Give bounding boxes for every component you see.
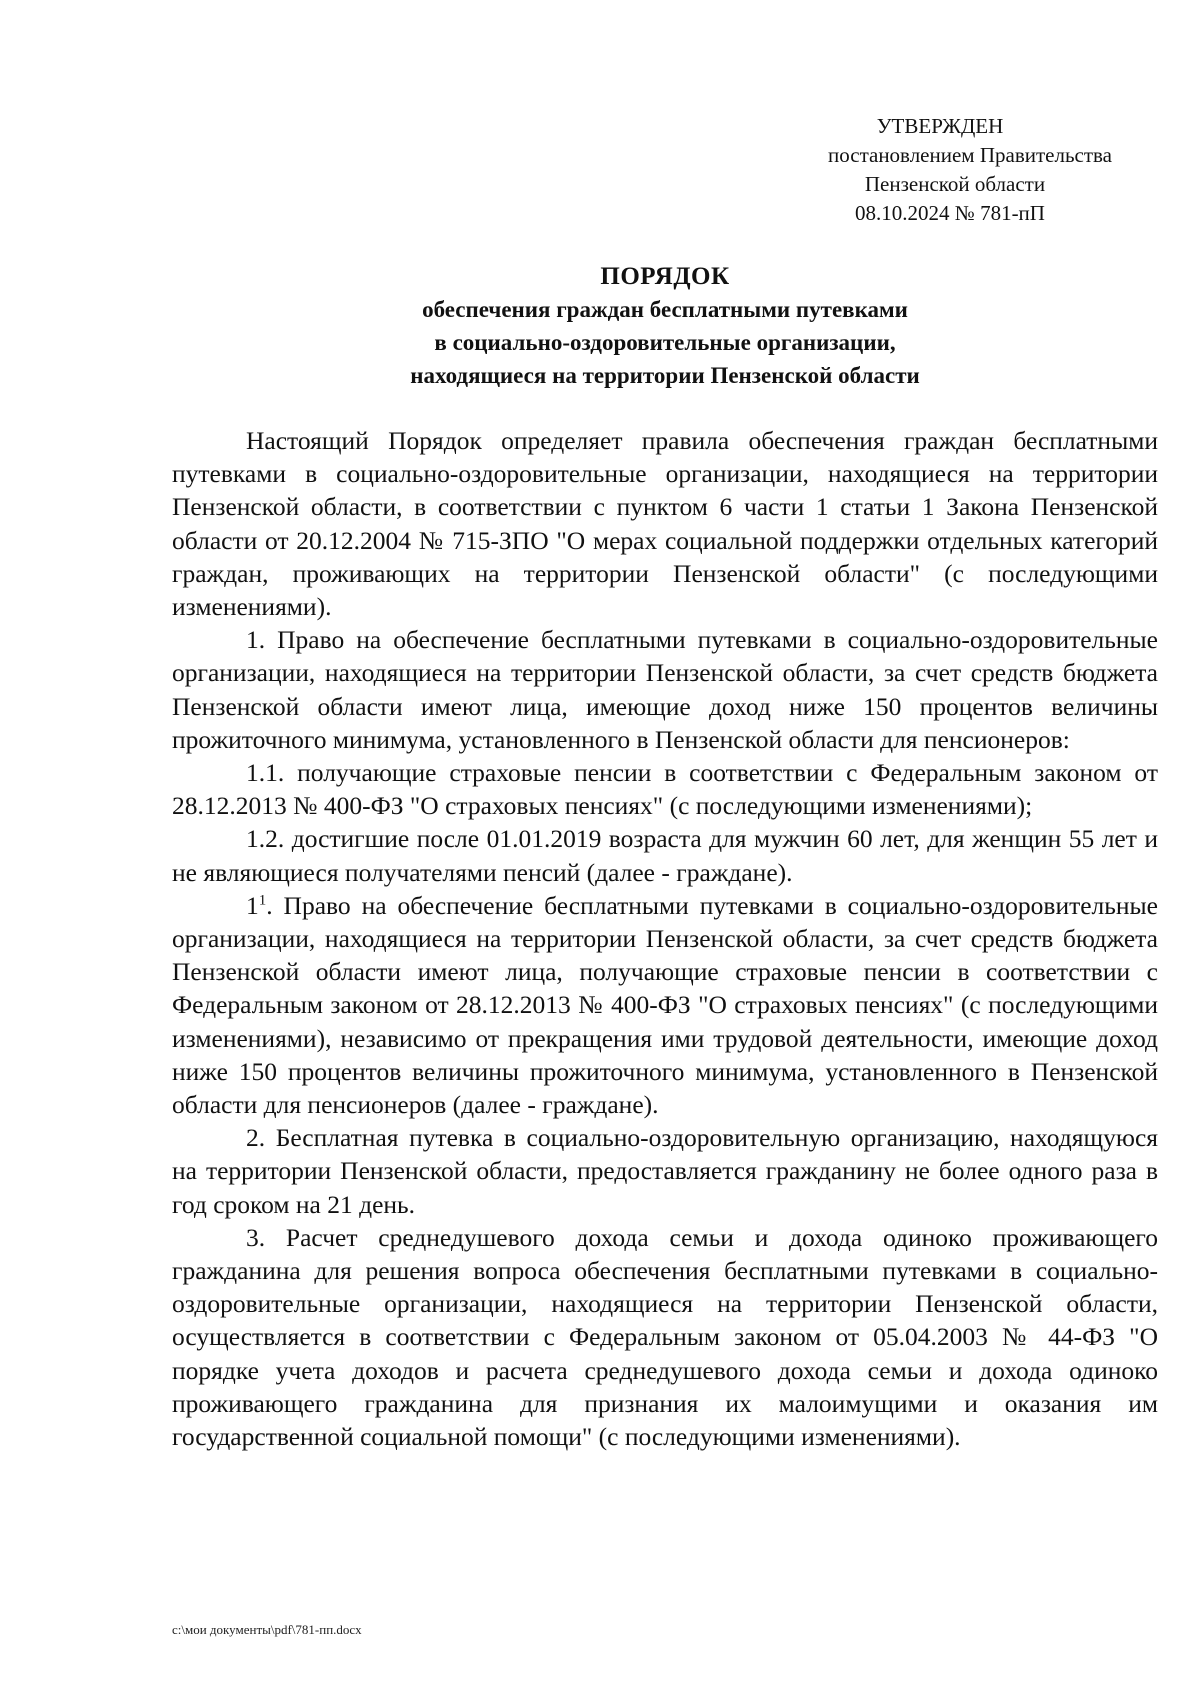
approval-line-3: Пензенской области (864, 172, 1046, 196)
paragraph-1-2: 1.2. достигшие после 01.01.2019 возраста для мужчин 60 лет, для женщин 55 лет и не являющиеся получателями пенсий (далее - граждане). (172, 824, 1158, 887)
document-title: ПОРЯДОК (600, 263, 730, 290)
footer-file-path: c:\мои документы\pdf\781-пп.docx (172, 1622, 362, 1637)
document-subtitle-line-1: обеспечения граждан бесплатными путевками (422, 297, 908, 322)
approval-stamp (760, 112, 1120, 228)
approval-line-1: УТВЕРЖДЕН (876, 114, 1004, 138)
document-title-block (170, 260, 1160, 392)
paragraph-intro: Настоящий Порядок определяет правила обеспечения граждан бесплатными путевками в социально-оздоровительные организации, находящиеся на территории Пензенской области, в соответствии с пунктом 6 части 1 статьи 1 Закона Пензенской области от 20.12.2004 № 715-ЗПО "О мерах социальной поддержки отдельных категорий граждан, проживающих на территории Пензенской области" (с последующими изменениями). (172, 426, 1158, 622)
superscript-mark: 1 (258, 892, 267, 909)
paragraph-1: 1. Право на обеспечение бесплатными путевками в социально-оздоровительные организации, находящиеся на территории Пензенской области, за счет средств бюджета Пензенской области имеют лица, имеющие доход ниже 150 процентов величины прожиточного минимума, установленного в Пензенской области для пенсионеров: (172, 625, 1158, 754)
paragraph-1-superscript (172, 889, 1158, 1121)
document-subtitle-line-3: находящиеся на территории Пензенской области (410, 363, 920, 388)
paragraph-3: 3. Расчет среднедушевого дохода семьи и дохода одиноко проживающего гражданина для решения вопроса обеспечения бесплатными путевками в социально-оздоровительные организации, находящиеся на территории Пензенской области, осуществляется в соответствии с Федеральным законом от 05.04.2003 № 44-ФЗ "О порядке учета доходов и расчета среднедушевого дохода семьи и дохода одиноко проживающего гражданина для признания их малоимущими и оказания им государственной социальной помощи" (с последующими изменениями). (172, 1222, 1158, 1452)
paragraph-2: 2. Бесплатная путевка в социально-оздоровительную организацию, находящуюся на территории Пензенской области, предоставляется гражданину не более одного раза в год сроком на 21 день. (172, 1123, 1158, 1219)
approval-line-4: 08.10.2024 № 781-пП (855, 201, 1045, 225)
paragraph-text: . Право на обеспечение бесплатными путевками в социально-оздоровительные организации, находящиеся на территории Пензенской области, за счет средств бюджета Пензенской области имеют лица, получающие страховые пенсии в соответствии с Федеральным законом от 28.12.2013 № 400-ФЗ "О страховых пенсиях" (с последующими изменениями), независимо от прекращения ими трудовой деятельности, имеющие доход ниже 150 процентов величины прожиточного минимума, установленного в Пензенской области для пенсионеров (далее - граждане). (172, 890, 1158, 1120)
paragraph-1-1: 1.1. получающие страховые пенсии в соответствии с Федеральным законом от 28.12.2013 № 400-ФЗ "О страховых пенсиях" (с последующими изменениями); (172, 758, 1158, 821)
document-subtitle-line-2: в социально-оздоровительные организации, (434, 330, 896, 355)
paragraph-number: 1 (246, 890, 259, 920)
document-body (172, 424, 1158, 1453)
approval-line-2: постановлением Правительства (827, 143, 1112, 167)
